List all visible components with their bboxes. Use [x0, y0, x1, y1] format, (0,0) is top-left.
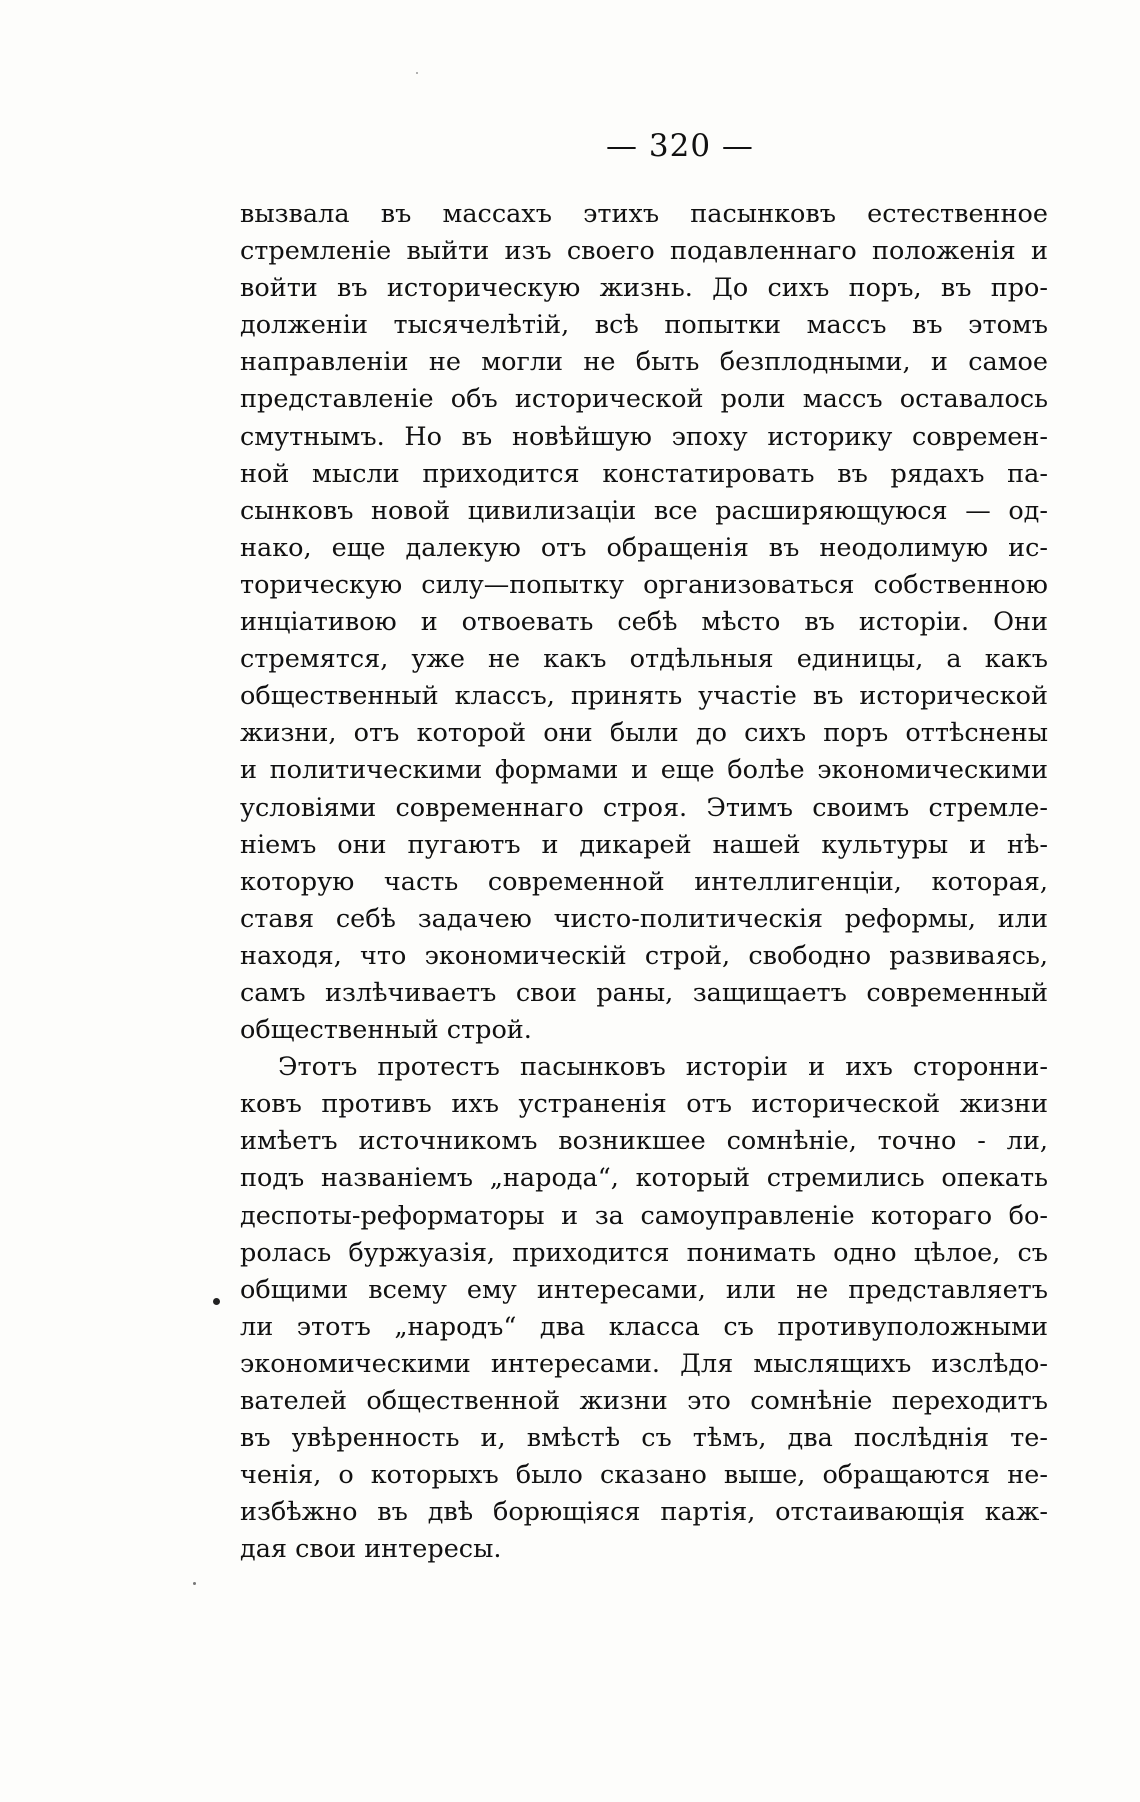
- text-line: ной мысли приходится констатировать въ рядахъ па-: [240, 458, 1048, 489]
- text-line: стремленіе выйти изъ своего подавленнаго положенія и: [240, 236, 1048, 267]
- text-line: ли этотъ „народъ“ два класса съ противуположными: [240, 1311, 1048, 1342]
- text-line: имѣетъ источникомъ возникшее сомнѣніе, точно - ли,: [240, 1126, 1048, 1157]
- ink-dot-mark: [213, 1298, 220, 1305]
- text-line: торическую силу—попытку организоваться собственною: [240, 569, 1048, 600]
- paragraph-1: [240, 196, 1048, 1049]
- text-line: Этотъ протестъ пасынковъ исторіи и ихъ сторонни-: [278, 1052, 1048, 1083]
- text-line: жизни, отъ которой они были до сихъ поръ оттѣснены: [240, 718, 1048, 749]
- text-line: подъ названіемъ „народа“, который стремились опекать: [240, 1163, 1048, 1194]
- text-line: въ увѣренность и, вмѣстѣ съ тѣмъ, два послѣднія те-: [240, 1423, 1048, 1454]
- text-line: находя, что экономическій строй, свободно развиваясь,: [240, 940, 1048, 971]
- text-line: деспоты-реформаторы и за самоуправленіе котораго бо-: [240, 1200, 1048, 1231]
- text-line: войти въ историческую жизнь. До сихъ поръ, въ про-: [240, 273, 1048, 304]
- text-line: ролась буржуазія, приходится понимать одно цѣлое, съ: [240, 1237, 1048, 1268]
- ink-speck-mark: [416, 72, 418, 74]
- text-line: общественный строй.: [240, 1015, 532, 1046]
- text-line: общественный классъ, принять участіе въ исторической: [240, 681, 1048, 712]
- text-line: ніемъ они пугаютъ и дикарей нашей культуры и нѣ-: [240, 829, 1048, 860]
- text-line: вызвала въ массахъ этихъ пасынковъ естественное: [240, 199, 1048, 229]
- text-line: и политическими формами и еще болѣе экономическими: [240, 755, 1048, 786]
- text-line: долженіи тысячелѣтій, всѣ попытки массъ въ этомъ: [240, 310, 1048, 341]
- text-line: нако, еще далекую отъ обращенія въ неодолимую ис-: [240, 532, 1048, 563]
- text-line: экономическими интересами. Для мыслящихъ изслѣдо-: [240, 1348, 1048, 1379]
- body-text: [240, 196, 1048, 1568]
- text-line: которую часть современной интеллигенціи, которая,: [240, 866, 1048, 897]
- text-line: стремятся, уже не какъ отдѣльныя единицы, а какъ: [240, 644, 1048, 675]
- text-line: смутнымъ. Но въ новѣйшую эпоху историку современ-: [240, 421, 1048, 452]
- text-line: общими всему ему интересами, или не представляетъ: [240, 1274, 1048, 1305]
- text-line: условіями современнаго строя. Этимъ своимъ стремле-: [240, 792, 1048, 823]
- paragraph-2: [240, 1049, 1048, 1568]
- text-line: сынковъ новой цивилизаціи все расширяющуюся — од-: [240, 495, 1048, 526]
- text-line: инціативою и отвоевать себѣ мѣсто въ исторіи. Они: [240, 607, 1048, 638]
- text-line: ченія, о которыхъ было сказано выше, обращаются не-: [240, 1460, 1048, 1491]
- ink-speck-mark: [193, 1582, 196, 1585]
- text-line: ковъ противъ ихъ устраненія отъ исторической жизни: [240, 1089, 1048, 1120]
- text-line: представленіе объ исторической роли массъ оставалось: [240, 384, 1048, 415]
- text-line: направленіи не могли не быть безплодными, и самое: [240, 347, 1048, 378]
- text-line: ставя себѣ задачею чисто-политическія реформы, или: [240, 903, 1048, 934]
- page-number: — 320 —: [606, 128, 754, 164]
- text-line: самъ излѣчиваетъ свои раны, защищаетъ современный: [240, 977, 1048, 1008]
- text-line: избѣжно въ двѣ борющіяся партія, отстаивающія каж-: [240, 1497, 1048, 1528]
- text-line: вателей общественной жизни это сомнѣніе переходитъ: [240, 1386, 1048, 1416]
- text-line: дая свои интересы.: [240, 1534, 502, 1565]
